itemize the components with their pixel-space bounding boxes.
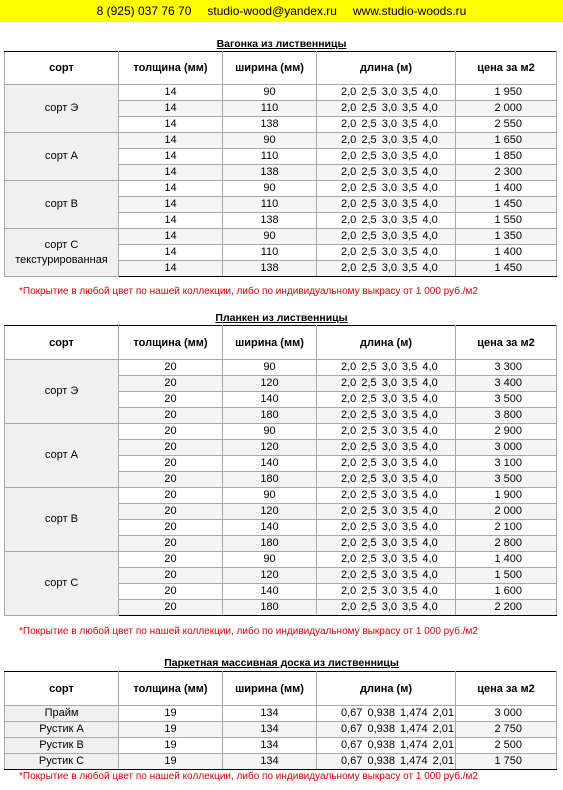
thickness-cell: 14 <box>119 197 223 213</box>
coating-note: *Покрытие в любой цвет по нашей коллекции, либо по индивидуальному выкрасу от 1 000 руб./м2 <box>19 626 478 637</box>
width-cell: 134 <box>223 706 317 722</box>
thickness-cell: 20 <box>119 392 223 408</box>
length-cell: 2,0 2,5 3,0 3,5 4,0 <box>317 520 456 536</box>
width-cell: 134 <box>223 754 317 770</box>
table-header-row <box>5 326 557 360</box>
width-cell: 180 <box>223 536 317 552</box>
width-cell: 90 <box>223 133 317 149</box>
width-cell: 90 <box>223 360 317 376</box>
width-cell: 120 <box>223 504 317 520</box>
width-cell: 90 <box>223 424 317 440</box>
length-cell: 2,0 2,5 3,0 3,5 4,0 <box>317 456 456 472</box>
price-cell: 1 450 <box>456 197 557 213</box>
thickness-cell: 14 <box>119 245 223 261</box>
thickness-cell: 20 <box>119 456 223 472</box>
price-cell: 2 800 <box>456 536 557 552</box>
width-cell: 140 <box>223 392 317 408</box>
width-cell: 134 <box>223 738 317 754</box>
length-cell: 2,0 2,5 3,0 3,5 4,0 <box>317 440 456 456</box>
grade-cell: сорт Э <box>5 360 119 424</box>
column-header-price: цена за м2 <box>456 326 557 360</box>
thickness-cell: 14 <box>119 229 223 245</box>
website-link[interactable]: www.studio-woods.ru <box>352 4 467 18</box>
length-cell: 2,0 2,5 3,0 3,5 4,0 <box>317 197 456 213</box>
email-link[interactable]: studio-wood@yandex.ru <box>207 4 337 18</box>
price-cell: 2 100 <box>456 520 557 536</box>
length-cell: 2,0 2,5 3,0 3,5 4,0 <box>317 117 456 133</box>
thickness-cell: 20 <box>119 584 223 600</box>
thickness-cell: 20 <box>119 504 223 520</box>
width-cell: 138 <box>223 117 317 133</box>
price-cell: 3 400 <box>456 376 557 392</box>
width-cell: 90 <box>223 229 317 245</box>
table-row <box>5 133 557 149</box>
grade-cell: сорт С <box>5 552 119 616</box>
table-row <box>5 552 557 568</box>
width-cell: 90 <box>223 85 317 101</box>
grade-cell: сорт А <box>5 133 119 181</box>
width-cell: 140 <box>223 584 317 600</box>
column-header-sort: сорт <box>5 52 119 85</box>
thickness-cell: 20 <box>119 552 223 568</box>
section-title-vagonka: Вагонка из лиственницы <box>216 38 347 50</box>
width-cell: 140 <box>223 520 317 536</box>
price-cell: 1 650 <box>456 133 557 149</box>
price-cell: 1 950 <box>456 85 557 101</box>
grade-cell: сорт Э <box>5 85 119 133</box>
price-cell: 1 550 <box>456 213 557 229</box>
thickness-cell: 20 <box>119 488 223 504</box>
column-header-width: ширина (мм) <box>223 326 317 360</box>
price-cell: 1 850 <box>456 149 557 165</box>
thickness-cell: 14 <box>119 101 223 117</box>
length-cell: 0,67 0,938 1,474 2,01 <box>317 738 456 754</box>
thickness-cell: 14 <box>119 117 223 133</box>
column-header-price: цена за м2 <box>456 52 557 85</box>
column-header-length: длина (м) <box>317 672 456 706</box>
thickness-cell: 20 <box>119 376 223 392</box>
column-header-width: ширина (мм) <box>223 672 317 706</box>
column-header-sort: сорт <box>5 326 119 360</box>
column-header-thickness: толщина (мм) <box>119 52 223 85</box>
price-cell: 1 450 <box>456 261 557 277</box>
width-cell: 180 <box>223 600 317 616</box>
column-header-price: цена за м2 <box>456 672 557 706</box>
table-header-row <box>5 52 557 85</box>
length-cell: 0,67 0,938 1,474 2,01 <box>317 722 456 738</box>
thickness-cell: 19 <box>119 754 223 770</box>
width-cell: 120 <box>223 440 317 456</box>
width-cell: 140 <box>223 456 317 472</box>
coating-note: *Покрытие в любой цвет по нашей коллекции, либо по индивидуальному выкрасу от 1 000 руб./м2 <box>19 771 478 782</box>
width-cell: 120 <box>223 568 317 584</box>
width-cell: 90 <box>223 552 317 568</box>
thickness-cell: 20 <box>119 536 223 552</box>
length-cell: 2,0 2,5 3,0 3,5 4,0 <box>317 181 456 197</box>
grade-cell: Прайм <box>5 706 119 722</box>
width-cell: 90 <box>223 488 317 504</box>
price-table-planken <box>4 325 557 616</box>
length-cell: 2,0 2,5 3,0 3,5 4,0 <box>317 165 456 181</box>
section-title-planken: Планкен из лиственницы <box>215 312 348 324</box>
grade-cell: Рустик В <box>5 738 119 754</box>
length-cell: 2,0 2,5 3,0 3,5 4,0 <box>317 245 456 261</box>
length-cell: 2,0 2,5 3,0 3,5 4,0 <box>317 536 456 552</box>
table-row <box>5 360 557 376</box>
price-cell: 3 000 <box>456 706 557 722</box>
thickness-cell: 20 <box>119 472 223 488</box>
table-row <box>5 754 557 770</box>
width-cell: 180 <box>223 408 317 424</box>
length-cell: 2,0 2,5 3,0 3,5 4,0 <box>317 568 456 584</box>
length-cell: 2,0 2,5 3,0 3,5 4,0 <box>317 149 456 165</box>
width-cell: 180 <box>223 472 317 488</box>
thickness-cell: 14 <box>119 181 223 197</box>
price-cell: 1 400 <box>456 181 557 197</box>
width-cell: 134 <box>223 722 317 738</box>
thickness-cell: 14 <box>119 261 223 277</box>
table-row <box>5 424 557 440</box>
length-cell: 2,0 2,5 3,0 3,5 4,0 <box>317 85 456 101</box>
table-row <box>5 706 557 722</box>
thickness-cell: 20 <box>119 408 223 424</box>
table-row <box>5 85 557 101</box>
length-cell: 2,0 2,5 3,0 3,5 4,0 <box>317 392 456 408</box>
width-cell: 138 <box>223 213 317 229</box>
column-header-thickness: толщина (мм) <box>119 326 223 360</box>
column-header-width: ширина (мм) <box>223 52 317 85</box>
contact-bar <box>0 0 563 22</box>
thickness-cell: 20 <box>119 440 223 456</box>
price-cell: 3 800 <box>456 408 557 424</box>
table-row <box>5 722 557 738</box>
length-cell: 2,0 2,5 3,0 3,5 4,0 <box>317 133 456 149</box>
price-cell: 3 500 <box>456 392 557 408</box>
column-header-length: длина (м) <box>317 326 456 360</box>
length-cell: 2,0 2,5 3,0 3,5 4,0 <box>317 424 456 440</box>
phone-number: 8 (925) 037 76 70 <box>96 4 192 18</box>
width-cell: 110 <box>223 245 317 261</box>
thickness-cell: 20 <box>119 568 223 584</box>
column-header-length: длина (м) <box>317 52 456 85</box>
grade-cell: сорт В <box>5 181 119 229</box>
length-cell: 0,67 0,938 1,474 2,01 <box>317 754 456 770</box>
thickness-cell: 20 <box>119 520 223 536</box>
table-row <box>5 738 557 754</box>
price-cell: 1 600 <box>456 584 557 600</box>
table-row <box>5 229 557 245</box>
price-cell: 1 750 <box>456 754 557 770</box>
thickness-cell: 19 <box>119 738 223 754</box>
price-table-parquet <box>4 671 557 770</box>
grade-cell: Рустик А <box>5 722 119 738</box>
price-cell: 3 500 <box>456 472 557 488</box>
grade-cell: сорт А <box>5 424 119 488</box>
column-header-sort: сорт <box>5 672 119 706</box>
price-cell: 2 900 <box>456 424 557 440</box>
width-cell: 138 <box>223 261 317 277</box>
price-cell: 1 900 <box>456 488 557 504</box>
length-cell: 2,0 2,5 3,0 3,5 4,0 <box>317 584 456 600</box>
length-cell: 2,0 2,5 3,0 3,5 4,0 <box>317 408 456 424</box>
length-cell: 2,0 2,5 3,0 3,5 4,0 <box>317 472 456 488</box>
price-cell: 2 500 <box>456 738 557 754</box>
length-cell: 2,0 2,5 3,0 3,5 4,0 <box>317 488 456 504</box>
thickness-cell: 19 <box>119 706 223 722</box>
price-table-vagonka <box>4 51 557 277</box>
width-cell: 110 <box>223 197 317 213</box>
price-cell: 3 100 <box>456 456 557 472</box>
price-cell: 2 300 <box>456 165 557 181</box>
width-cell: 90 <box>223 181 317 197</box>
grade-cell: Рустик С <box>5 754 119 770</box>
thickness-cell: 14 <box>119 133 223 149</box>
thickness-cell: 14 <box>119 149 223 165</box>
price-cell: 3 300 <box>456 360 557 376</box>
price-cell: 1 400 <box>456 245 557 261</box>
length-cell: 2,0 2,5 3,0 3,5 4,0 <box>317 600 456 616</box>
price-cell: 2 000 <box>456 101 557 117</box>
price-cell: 1 500 <box>456 568 557 584</box>
table-header-row <box>5 672 557 706</box>
table-row <box>5 181 557 197</box>
thickness-cell: 20 <box>119 600 223 616</box>
price-cell: 3 000 <box>456 440 557 456</box>
thickness-cell: 14 <box>119 85 223 101</box>
column-header-thickness: толщина (мм) <box>119 672 223 706</box>
length-cell: 2,0 2,5 3,0 3,5 4,0 <box>317 376 456 392</box>
length-cell: 2,0 2,5 3,0 3,5 4,0 <box>317 213 456 229</box>
thickness-cell: 14 <box>119 165 223 181</box>
length-cell: 2,0 2,5 3,0 3,5 4,0 <box>317 504 456 520</box>
length-cell: 2,0 2,5 3,0 3,5 4,0 <box>317 101 456 117</box>
thickness-cell: 14 <box>119 213 223 229</box>
price-cell: 1 400 <box>456 552 557 568</box>
coating-note: *Покрытие в любой цвет по нашей коллекции, либо по индивидуальному выкрасу от 1 000 руб./м2 <box>19 286 478 297</box>
width-cell: 120 <box>223 376 317 392</box>
width-cell: 138 <box>223 165 317 181</box>
length-cell: 2,0 2,5 3,0 3,5 4,0 <box>317 552 456 568</box>
length-cell: 2,0 2,5 3,0 3,5 4,0 <box>317 261 456 277</box>
thickness-cell: 19 <box>119 722 223 738</box>
grade-cell: сорт С текстурированная <box>5 229 119 277</box>
width-cell: 110 <box>223 101 317 117</box>
thickness-cell: 20 <box>119 360 223 376</box>
length-cell: 2,0 2,5 3,0 3,5 4,0 <box>317 360 456 376</box>
length-cell: 2,0 2,5 3,0 3,5 4,0 <box>317 229 456 245</box>
price-cell: 2 750 <box>456 722 557 738</box>
width-cell: 110 <box>223 149 317 165</box>
section-title-parquet: Паркетная массивная доска из лиственницы <box>164 657 399 669</box>
price-cell: 2 200 <box>456 600 557 616</box>
table-row <box>5 488 557 504</box>
length-cell: 0,67 0,938 1,474 2,01 <box>317 706 456 722</box>
price-cell: 2 000 <box>456 504 557 520</box>
grade-cell: сорт В <box>5 488 119 552</box>
price-cell: 1 350 <box>456 229 557 245</box>
thickness-cell: 20 <box>119 424 223 440</box>
price-cell: 2 550 <box>456 117 557 133</box>
